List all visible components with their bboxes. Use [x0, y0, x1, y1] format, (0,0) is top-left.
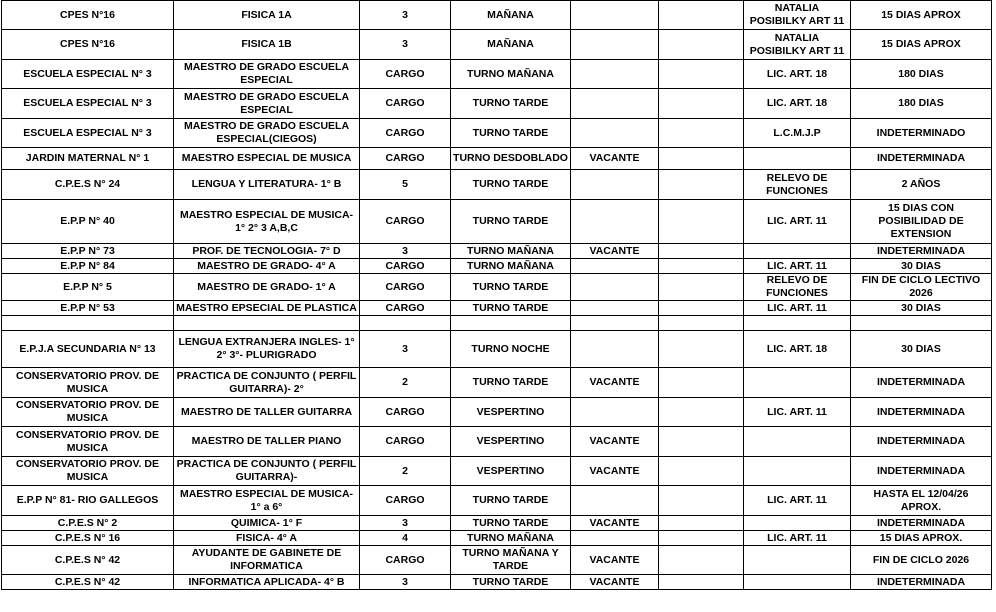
duration-cell: INDETERMINADA — [851, 398, 992, 427]
table-row — [2, 316, 992, 331]
hours-cell: CARGO — [360, 274, 451, 301]
duration-cell: INDETERMINADO — [851, 119, 992, 148]
vacancy-cell — [571, 316, 659, 331]
school-cell: E.P.P N° 5 — [2, 274, 174, 301]
vacancy-cell — [571, 531, 659, 546]
school-cell: E.P.J.A SECUNDARIA N° 13 — [2, 331, 174, 368]
empty-cell — [659, 274, 744, 301]
duration-cell: INDETERMINADA — [851, 148, 992, 170]
subject-cell: MAESTRO EPSECIAL DE PLASTICA — [174, 301, 360, 316]
duration-cell: 2 AÑOS — [851, 170, 992, 200]
empty-cell — [659, 244, 744, 259]
subject-cell: MAESTRO DE GRADO ESCUELA ESPECIAL — [174, 60, 360, 89]
vacancy-cell — [571, 30, 659, 60]
shift-cell: TURNO MAÑANA — [451, 60, 571, 89]
shift-cell: TURNO TARDE — [451, 301, 571, 316]
hours-cell: 3 — [360, 244, 451, 259]
vacancy-cell: VACANTE — [571, 368, 659, 398]
shift-cell: VESPERTINO — [451, 457, 571, 486]
shift-cell: TURNO TARDE — [451, 200, 571, 244]
subject-cell: INFORMATICA APLICADA- 4° B — [174, 575, 360, 590]
empty-cell — [659, 200, 744, 244]
table-row — [2, 89, 992, 119]
shift-cell: TURNO TARDE — [451, 170, 571, 200]
table-row — [2, 368, 992, 398]
reason-cell — [744, 244, 851, 259]
shift-cell: TURNO MAÑANA — [451, 531, 571, 546]
empty-cell — [659, 516, 744, 531]
shift-cell: VESPERTINO — [451, 427, 571, 457]
duration-cell: 180 DIAS — [851, 89, 992, 119]
subject-cell: MAESTRO DE GRADO- 1° A — [174, 274, 360, 301]
vacancy-cell: VACANTE — [571, 575, 659, 590]
duration-cell: INDETERMINADA — [851, 457, 992, 486]
subject-cell: LENGUA EXTRANJERA INGLES- 1° 2° 3°- PLURIGRADO — [174, 331, 360, 368]
hours-cell: 4 — [360, 531, 451, 546]
shift-cell — [451, 316, 571, 331]
school-cell: C.P.E.S N° 42 — [2, 546, 174, 575]
empty-cell — [659, 398, 744, 427]
subject-cell: MAESTRO DE GRADO- 4° A — [174, 259, 360, 274]
table-body — [2, 1, 992, 590]
reason-cell: RELEVO DE FUNCIONES — [744, 170, 851, 200]
subject-cell: FISICA- 4° A — [174, 531, 360, 546]
empty-cell — [659, 368, 744, 398]
empty-cell — [659, 170, 744, 200]
shift-cell: TURNO TARDE — [451, 89, 571, 119]
duration-cell: FIN DE CICLO LECTIVO 2026 — [851, 274, 992, 301]
reason-cell — [744, 427, 851, 457]
reason-cell — [744, 546, 851, 575]
school-cell: C.P.E.S N° 42 — [2, 575, 174, 590]
school-cell: E.P.P N° 40 — [2, 200, 174, 244]
reason-cell — [744, 368, 851, 398]
school-cell: CONSERVATORIO PROV. DE MUSICA — [2, 368, 174, 398]
school-cell: C.P.E.S N° 24 — [2, 170, 174, 200]
vacancy-cell: VACANTE — [571, 546, 659, 575]
table-row — [2, 148, 992, 170]
duration-cell: INDETERMINADA — [851, 244, 992, 259]
school-cell: E.P.P N° 53 — [2, 301, 174, 316]
shift-cell: TURNO MAÑANA — [451, 244, 571, 259]
table-row — [2, 516, 992, 531]
school-cell: CONSERVATORIO PROV. DE MUSICA — [2, 427, 174, 457]
hours-cell: CARGO — [360, 486, 451, 516]
duration-cell: 30 DIAS — [851, 331, 992, 368]
reason-cell — [744, 316, 851, 331]
reason-cell: LIC. ART. 11 — [744, 259, 851, 274]
duration-cell: HASTA EL 12/04/26 APROX. — [851, 486, 992, 516]
empty-cell — [659, 301, 744, 316]
hours-cell: 2 — [360, 368, 451, 398]
hours-cell: 3 — [360, 331, 451, 368]
hours-cell: CARGO — [360, 119, 451, 148]
subject-cell: LENGUA Y LITERATURA- 1° B — [174, 170, 360, 200]
empty-cell — [659, 531, 744, 546]
duration-cell: INDETERMINADA — [851, 427, 992, 457]
table-row — [2, 274, 992, 301]
empty-cell — [659, 316, 744, 331]
subject-cell: QUIMICA- 1° F — [174, 516, 360, 531]
table-row — [2, 60, 992, 89]
reason-cell: LIC. ART. 18 — [744, 89, 851, 119]
hours-cell: CARGO — [360, 148, 451, 170]
vacancy-cell: VACANTE — [571, 516, 659, 531]
subject-cell: MAESTRO DE GRADO ESCUELA ESPECIAL(CIEGOS) — [174, 119, 360, 148]
duration-cell: 180 DIAS — [851, 60, 992, 89]
duration-cell — [851, 316, 992, 331]
shift-cell: TURNO DESDOBLADO — [451, 148, 571, 170]
school-cell: CONSERVATORIO PROV. DE MUSICA — [2, 398, 174, 427]
school-cell: CONSERVATORIO PROV. DE MUSICA — [2, 457, 174, 486]
vacancy-cell — [571, 259, 659, 274]
empty-cell — [659, 546, 744, 575]
school-cell: E.P.P N° 73 — [2, 244, 174, 259]
vacancy-cell — [571, 170, 659, 200]
hours-cell: 3 — [360, 516, 451, 531]
shift-cell: MAÑANA — [451, 30, 571, 60]
vacancy-cell — [571, 60, 659, 89]
table-row — [2, 244, 992, 259]
empty-cell — [659, 575, 744, 590]
empty-cell — [659, 60, 744, 89]
table-row — [2, 575, 992, 590]
hours-cell: CARGO — [360, 60, 451, 89]
vacancy-cell — [571, 89, 659, 119]
reason-cell: LIC. ART. 18 — [744, 331, 851, 368]
table-row — [2, 457, 992, 486]
vacancy-cell: VACANTE — [571, 244, 659, 259]
shift-cell: TURNO TARDE — [451, 274, 571, 301]
duration-cell: INDETERMINADA — [851, 575, 992, 590]
empty-cell — [659, 331, 744, 368]
duration-cell: 15 DIAS APROX — [851, 30, 992, 60]
reason-cell: LIC. ART. 11 — [744, 301, 851, 316]
hours-cell: 3 — [360, 30, 451, 60]
vacancy-cell — [571, 331, 659, 368]
empty-cell — [659, 89, 744, 119]
subject-cell: MAESTRO ESPECIAL DE MUSICA — [174, 148, 360, 170]
school-cell: ESCUELA ESPECIAL N° 3 — [2, 89, 174, 119]
subject-cell: MAESTRO ESPECIAL DE MUSICA- 1° a 6° — [174, 486, 360, 516]
shift-cell: TURNO TARDE — [451, 516, 571, 531]
duration-cell: 15 DIAS CON POSIBILIDAD DE EXTENSION — [851, 200, 992, 244]
empty-cell — [659, 119, 744, 148]
vacancy-cell — [571, 398, 659, 427]
table-row — [2, 398, 992, 427]
reason-cell: NATALIA POSIBILKY ART 11 — [744, 30, 851, 60]
table-row — [2, 427, 992, 457]
school-cell: JARDIN MATERNAL N° 1 — [2, 148, 174, 170]
hours-cell: CARGO — [360, 546, 451, 575]
table-row — [2, 1, 992, 30]
empty-cell — [659, 486, 744, 516]
hours-cell: CARGO — [360, 427, 451, 457]
reason-cell — [744, 516, 851, 531]
reason-cell: L.C.M.J.P — [744, 119, 851, 148]
table-row — [2, 486, 992, 516]
school-cell: C.P.E.S N° 2 — [2, 516, 174, 531]
reason-cell: LIC. ART. 11 — [744, 486, 851, 516]
subject-cell: PROF. DE TECNOLOGIA- 7° D — [174, 244, 360, 259]
shift-cell: TURNO TARDE — [451, 575, 571, 590]
school-cell: CPES N°16 — [2, 30, 174, 60]
hours-cell: 5 — [360, 170, 451, 200]
hours-cell: CARGO — [360, 259, 451, 274]
subject-cell: AYUDANTE DE GABINETE DE INFORMATICA — [174, 546, 360, 575]
vacancy-cell — [571, 119, 659, 148]
vacancy-cell — [571, 200, 659, 244]
subject-cell: MAESTRO DE TALLER PIANO — [174, 427, 360, 457]
reason-cell: LIC. ART. 18 — [744, 60, 851, 89]
shift-cell: TURNO TARDE — [451, 486, 571, 516]
hours-cell: 3 — [360, 1, 451, 30]
table-row — [2, 30, 992, 60]
subject-cell — [174, 316, 360, 331]
subject-cell: MAESTRO DE GRADO ESCUELA ESPECIAL — [174, 89, 360, 119]
table-row — [2, 531, 992, 546]
empty-cell — [659, 427, 744, 457]
hours-cell: CARGO — [360, 89, 451, 119]
shift-cell: TURNO MAÑANA Y TARDE — [451, 546, 571, 575]
hours-cell: 3 — [360, 575, 451, 590]
school-cell: ESCUELA ESPECIAL N° 3 — [2, 119, 174, 148]
school-cell: E.P.P N° 84 — [2, 259, 174, 274]
subject-cell: PRACTICA DE CONJUNTO ( PERFIL GUITARRA)- — [174, 457, 360, 486]
empty-cell — [659, 1, 744, 30]
table-row — [2, 331, 992, 368]
subject-cell: PRACTICA DE CONJUNTO ( PERFIL GUITARRA)- 2° — [174, 368, 360, 398]
reason-cell: LIC. ART. 11 — [744, 200, 851, 244]
school-cell: E.P.P N° 81- RIO GALLEGOS — [2, 486, 174, 516]
duration-cell: FIN DE CICLO 2026 — [851, 546, 992, 575]
reason-cell — [744, 457, 851, 486]
school-cell: C.P.E.S N° 16 — [2, 531, 174, 546]
empty-cell — [659, 457, 744, 486]
hours-cell: CARGO — [360, 301, 451, 316]
hours-cell: CARGO — [360, 398, 451, 427]
duration-cell: INDETERMINADA — [851, 368, 992, 398]
shift-cell: MAÑANA — [451, 1, 571, 30]
vacancy-cell: VACANTE — [571, 427, 659, 457]
duration-cell: 30 DIAS — [851, 259, 992, 274]
shift-cell: TURNO TARDE — [451, 368, 571, 398]
school-cell — [2, 316, 174, 331]
reason-cell: LIC. ART. 11 — [744, 531, 851, 546]
vacancy-cell — [571, 274, 659, 301]
reason-cell: LIC. ART. 11 — [744, 398, 851, 427]
table-row — [2, 170, 992, 200]
shift-cell: TURNO TARDE — [451, 119, 571, 148]
subject-cell: MAESTRO ESPECIAL DE MUSICA- 1° 2° 3 A,B,C — [174, 200, 360, 244]
reason-cell: NATALIA POSIBILKY ART 11 — [744, 1, 851, 30]
shift-cell: VESPERTINO — [451, 398, 571, 427]
table-row — [2, 546, 992, 575]
empty-cell — [659, 148, 744, 170]
vacancy-cell — [571, 1, 659, 30]
school-cell: CPES N°16 — [2, 1, 174, 30]
empty-cell — [659, 259, 744, 274]
shift-cell: TURNO MAÑANA — [451, 259, 571, 274]
school-cell: ESCUELA ESPECIAL N° 3 — [2, 60, 174, 89]
table-row — [2, 259, 992, 274]
shift-cell: TURNO NOCHE — [451, 331, 571, 368]
reason-cell: RELEVO DE FUNCIONES — [744, 274, 851, 301]
vacancy-table — [1, 0, 992, 590]
duration-cell: 15 DIAS APROX — [851, 1, 992, 30]
vacancy-cell: VACANTE — [571, 148, 659, 170]
table-row — [2, 119, 992, 148]
table-row — [2, 301, 992, 316]
subject-cell: MAESTRO DE TALLER GUITARRA — [174, 398, 360, 427]
reason-cell — [744, 148, 851, 170]
duration-cell: 15 DIAS APROX. — [851, 531, 992, 546]
hours-cell: 2 — [360, 457, 451, 486]
subject-cell: FISICA 1A — [174, 1, 360, 30]
vacancy-cell — [571, 486, 659, 516]
empty-cell — [659, 30, 744, 60]
hours-cell — [360, 316, 451, 331]
duration-cell: INDETERMINADA — [851, 516, 992, 531]
reason-cell — [744, 575, 851, 590]
vacancy-cell: VACANTE — [571, 457, 659, 486]
hours-cell: CARGO — [360, 200, 451, 244]
duration-cell: 30 DIAS — [851, 301, 992, 316]
table-row — [2, 200, 992, 244]
subject-cell: FISICA 1B — [174, 30, 360, 60]
vacancy-cell — [571, 301, 659, 316]
